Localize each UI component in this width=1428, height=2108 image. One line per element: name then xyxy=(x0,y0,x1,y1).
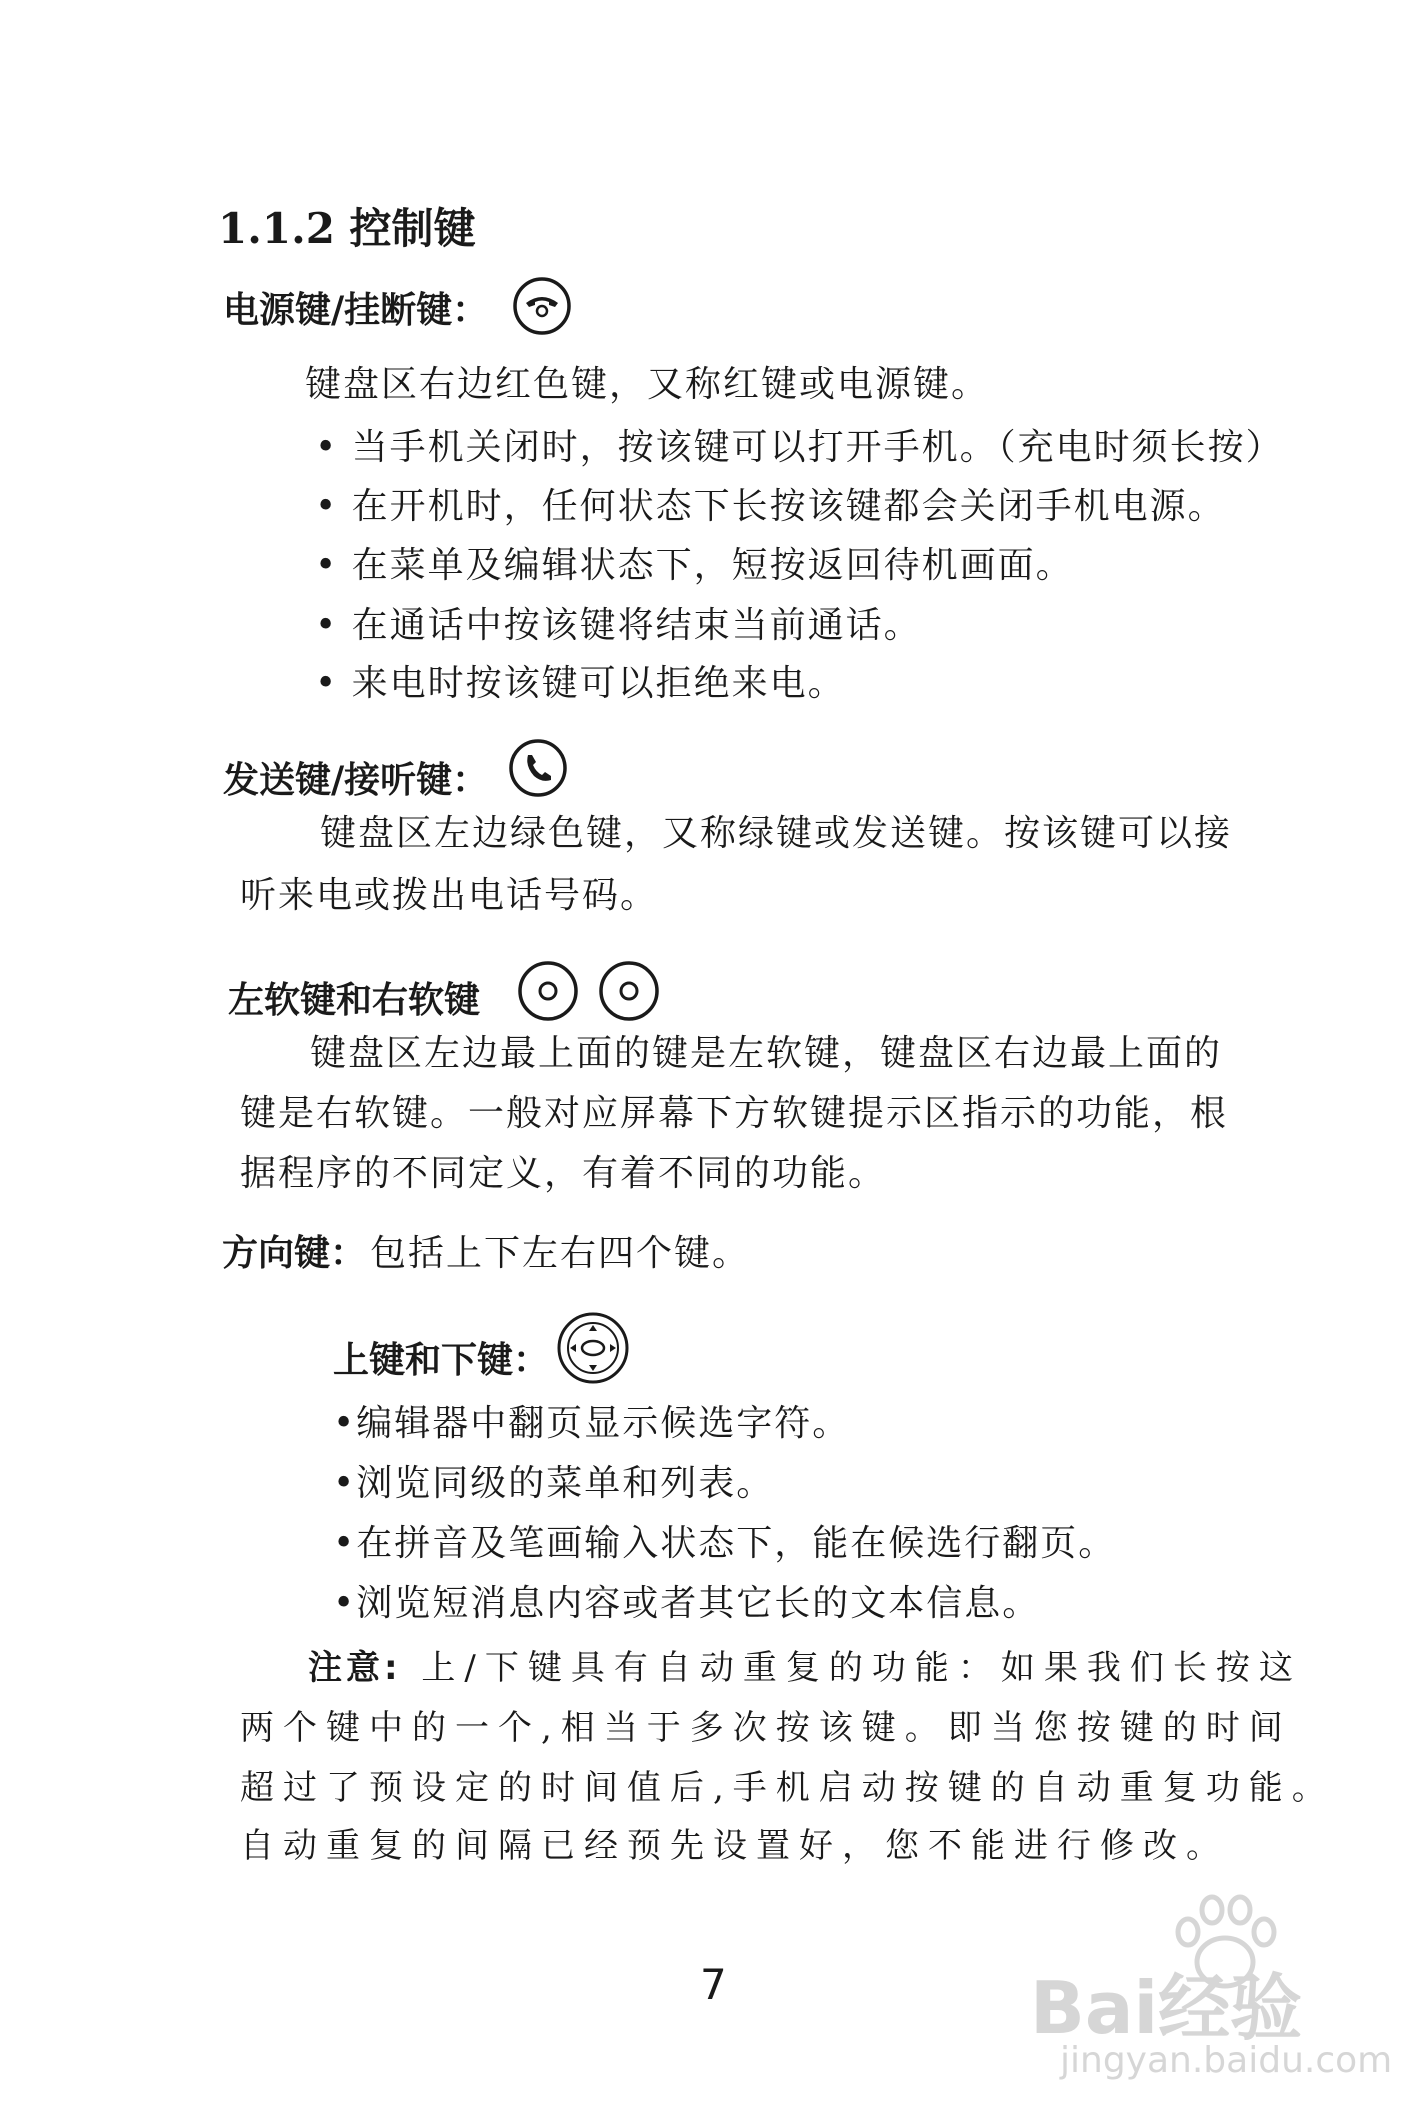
left-soft-key-icon xyxy=(517,960,579,1022)
section-heading: 1.1.2 控制键 xyxy=(218,204,476,253)
note-first-line xyxy=(308,1640,1302,1689)
updown-bullet: •浏览短消息内容或者其它长的文本信息。 xyxy=(333,1583,1041,1624)
power-key-bullet: • 在通话中按该键将结束当前通话。 xyxy=(315,605,922,646)
note-line: 超过了预设定的时间值后,手机启动按键的自动重复功能。 xyxy=(240,1768,1335,1808)
watermark-brand: Bai经验 xyxy=(1030,1966,1303,2050)
updown-bullet: •编辑器中翻页显示候选字符。 xyxy=(333,1403,851,1444)
right-soft-key-icon xyxy=(598,960,660,1022)
power-key-bullet: • 当手机关闭时，按该键可以打开手机。（充电时须长按） xyxy=(315,427,1284,468)
soft-keys-text: 据程序的不同定义，有着不同的功能。 xyxy=(240,1153,887,1194)
note-line: 两个键中的一个,相当于多次按该键。即当您按键的时间 xyxy=(240,1708,1292,1748)
send-key-label: 发送键/接听键： xyxy=(223,759,489,801)
soft-keys-text: 键盘区左边最上面的键是左软键，键盘区右边最上面的 xyxy=(310,1033,1223,1074)
watermark-url: jingyan.baidu.com xyxy=(1060,2040,1393,2081)
direction-keys-label: 方向键： xyxy=(222,1232,367,1274)
power-key-bullet: • 来电时按该键可以拒绝来电。 xyxy=(315,663,846,704)
soft-keys-label: 左软键和右软键 xyxy=(228,979,481,1021)
power-key-bullet: • 在菜单及编辑状态下，短按返回待机画面。 xyxy=(315,545,1074,586)
soft-keys-text: 键是右软键。一般对应屏幕下方软键提示区指示的功能，根 xyxy=(240,1093,1229,1134)
note-label: 注意: xyxy=(308,1648,402,1688)
updown-bullet: •在拼音及笔画输入状态下，能在候选行翻页。 xyxy=(333,1523,1117,1564)
power-key-bullet: • 在开机时，任何状态下长按该键都会关闭手机电源。 xyxy=(315,486,1226,527)
end-call-icon xyxy=(512,276,572,336)
navigation-pad-icon xyxy=(555,1310,631,1386)
power-key-label: 电源键/挂断键： xyxy=(223,289,489,331)
send-key-text: 键盘区左边绿色键，又称绿键或发送键。按该键可以接 xyxy=(320,813,1233,854)
note-text: 上/下键具有自动重复的功能：如果我们长按这 xyxy=(401,1648,1302,1688)
direction-keys-text: 包括上下左右四个键。 xyxy=(370,1233,751,1274)
send-key-text: 听来电或拨出电话号码。 xyxy=(240,875,659,916)
call-icon xyxy=(508,738,568,798)
updown-keys-label: 上键和下键： xyxy=(333,1339,550,1381)
page-number: 7 xyxy=(700,1960,727,2009)
updown-bullet: •浏览同级的菜单和列表。 xyxy=(333,1463,775,1504)
power-key-intro: 键盘区右边红色键，又称红键或电源键。 xyxy=(305,364,990,405)
note-line: 自动重复的间隔已经预先设置好，您不能进行修改。 xyxy=(240,1826,1229,1866)
